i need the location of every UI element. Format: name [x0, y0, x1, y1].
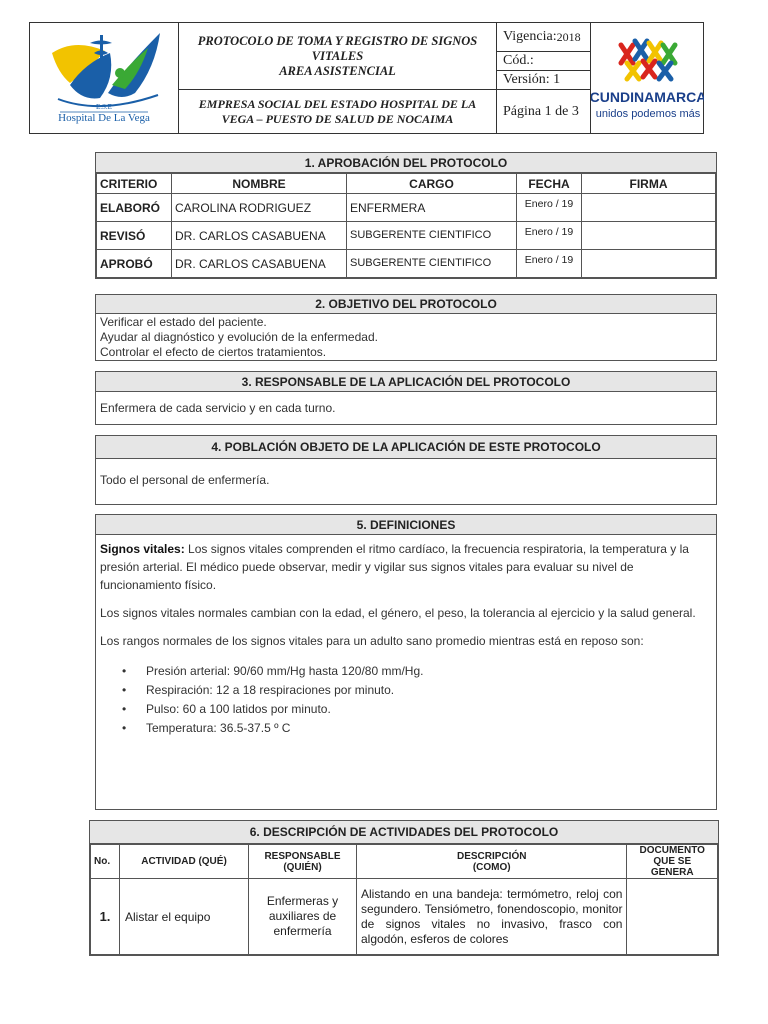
document-title: PROTOCOLO DE TOMA Y REGISTRO DE SIGNOS VITALES AREA ASISTENCIAL [179, 23, 497, 90]
nombre-cell: DR. CARLOS CASABUENA [172, 222, 347, 250]
cundinamarca-logo-icon [591, 23, 704, 134]
col-header: DOCUMENTO QUE SE GENERA [627, 845, 718, 879]
responsable-text: Enfermera de cada servicio y en cada turno. [100, 401, 336, 415]
activity-name: Alistar el equipo [120, 879, 249, 955]
objetivo-line: Verificar el estado del paciente. [100, 315, 267, 329]
fecha-cell: Enero / 19 [517, 222, 582, 250]
activity-description: Alistando en una bandeja: termómetro, reloj con segundero. Tensiómetro, fonendoscopio, monitor de signos vitales no invasivo, frasco con algodón, esferos de colores [357, 879, 627, 955]
objetivo-line: Ayudar al diagnóstico y evolución de la enfermedad. [100, 330, 378, 344]
section-definiciones [95, 514, 717, 810]
approval-table [96, 173, 716, 278]
svg-text:Hospital De La Vega: Hospital De La Vega [58, 112, 150, 124]
activity-number: 1. [91, 879, 120, 955]
section-title: 3. RESPONSABLE DE LA APLICACIÓN DEL PROTOCOLO [96, 372, 716, 392]
firma-cell [582, 250, 716, 278]
fecha-cell: Enero / 19 [517, 250, 582, 278]
col-header: CARGO [347, 174, 517, 194]
activity-document [627, 879, 718, 955]
vigencia-field: Vigencia: 2018 [497, 23, 591, 52]
col-header: FECHA [517, 174, 582, 194]
section-actividades [89, 820, 719, 956]
cargo-cell: SUBGERENTE CIENTIFICO [347, 250, 517, 278]
section-aprobacion [95, 152, 717, 279]
col-header: ACTIVIDAD (QUÉ) [120, 845, 249, 879]
criterio-cell: APROBÓ [97, 250, 172, 278]
col-header: FIRMA [582, 174, 716, 194]
criterio-cell: REVISÓ [97, 222, 172, 250]
definition-paragraph: Los rangos normales de los signos vitales para un adulto sano promedio mientras está en reposo son: [100, 634, 644, 648]
col-header: No. [91, 845, 120, 879]
vital-signs-list [122, 662, 712, 738]
section-title: 5. DEFINICIONES [96, 515, 716, 535]
table-row [91, 879, 718, 955]
firma-cell [582, 222, 716, 250]
hospital-logo [30, 23, 179, 134]
cargo-cell: ENFERMERA [347, 194, 517, 222]
table-row [97, 194, 716, 222]
hospital-logo-icon [30, 23, 179, 134]
document-subtitle: EMPRESA SOCIAL DEL ESTADO HOSPITAL DE LA VEGA – PUESTO DE SALUD DE NOCAIMA [179, 90, 497, 134]
col-header: NOMBRE [172, 174, 347, 194]
table-row [97, 222, 716, 250]
list-item: • Pulso: 60 a 100 latidos por minuto. [122, 700, 712, 719]
svg-text:CUNDINAMARCA: CUNDINAMARCA [591, 89, 704, 105]
version-field: Versión: 1 [497, 71, 591, 90]
cargo-cell: SUBGERENTE CIENTIFICO [347, 222, 517, 250]
svg-text:E.S.E: E.S.E [96, 103, 112, 111]
activity-responsible: Enfermeras y auxiliares de enfermería [249, 879, 357, 955]
definition-paragraph: Signos vitales: Los signos vitales comprenden el ritmo cardíaco, la frecuencia respiratoria, la temperatura y la presión arterial. El médico puede observar, medir y vigilar sus signos vitales para evaluar su nivel de funcionamiento físico. [100, 542, 689, 592]
nombre-cell: CAROLINA RODRIGUEZ [172, 194, 347, 222]
section-title: 6. DESCRIPCIÓN DE ACTIVIDADES DEL PROTOCOLO [90, 821, 718, 844]
col-header: RESPONSABLE (QUIÉN) [249, 845, 357, 879]
activities-table [90, 844, 718, 955]
firma-cell [582, 194, 716, 222]
cundinamarca-logo [591, 23, 704, 134]
definition-term: Signos vitales: [100, 542, 185, 556]
list-item: • Respiración: 12 a 18 respiraciones por minuto. [122, 681, 712, 700]
section-title: 1. APROBACIÓN DEL PROTOCOLO [96, 153, 716, 173]
section-objetivo [95, 294, 717, 361]
col-header: DESCRIPCIÓN (COMO) [357, 845, 627, 879]
svg-text:unidos podemos más: unidos podemos más [595, 108, 701, 120]
nombre-cell: DR. CARLOS CASABUENA [172, 250, 347, 278]
table-header-row [91, 845, 718, 879]
page-number: Página 1 de 3 [497, 90, 591, 134]
section-title: 4. POBLACIÓN OBJETO DE LA APLICACIÓN DE ESTE PROTOCOLO [96, 436, 716, 459]
table-row [97, 250, 716, 278]
section-title: 2. OBJETIVO DEL PROTOCOLO [96, 295, 716, 314]
document-header [29, 22, 704, 134]
definition-paragraph: Los signos vitales normales cambian con la edad, el género, el peso, la tolerancia al ejercicio y la salud general. [100, 606, 696, 620]
list-item: • Temperatura: 36.5-37.5 º C [122, 719, 712, 738]
poblacion-text: Todo el personal de enfermería. [100, 473, 270, 487]
section-responsable [95, 371, 717, 425]
col-header: CRITERIO [97, 174, 172, 194]
cod-field: Cód.: [497, 52, 591, 71]
objetivo-line: Controlar el efecto de ciertos tratamientos. [100, 345, 327, 359]
list-item: • Presión arterial: 90/60 mm/Hg hasta 120/80 mm/Hg. [122, 662, 712, 681]
section-poblacion [95, 435, 717, 505]
criterio-cell: ELABORÓ [97, 194, 172, 222]
table-header-row [97, 174, 716, 194]
fecha-cell: Enero / 19 [517, 194, 582, 222]
